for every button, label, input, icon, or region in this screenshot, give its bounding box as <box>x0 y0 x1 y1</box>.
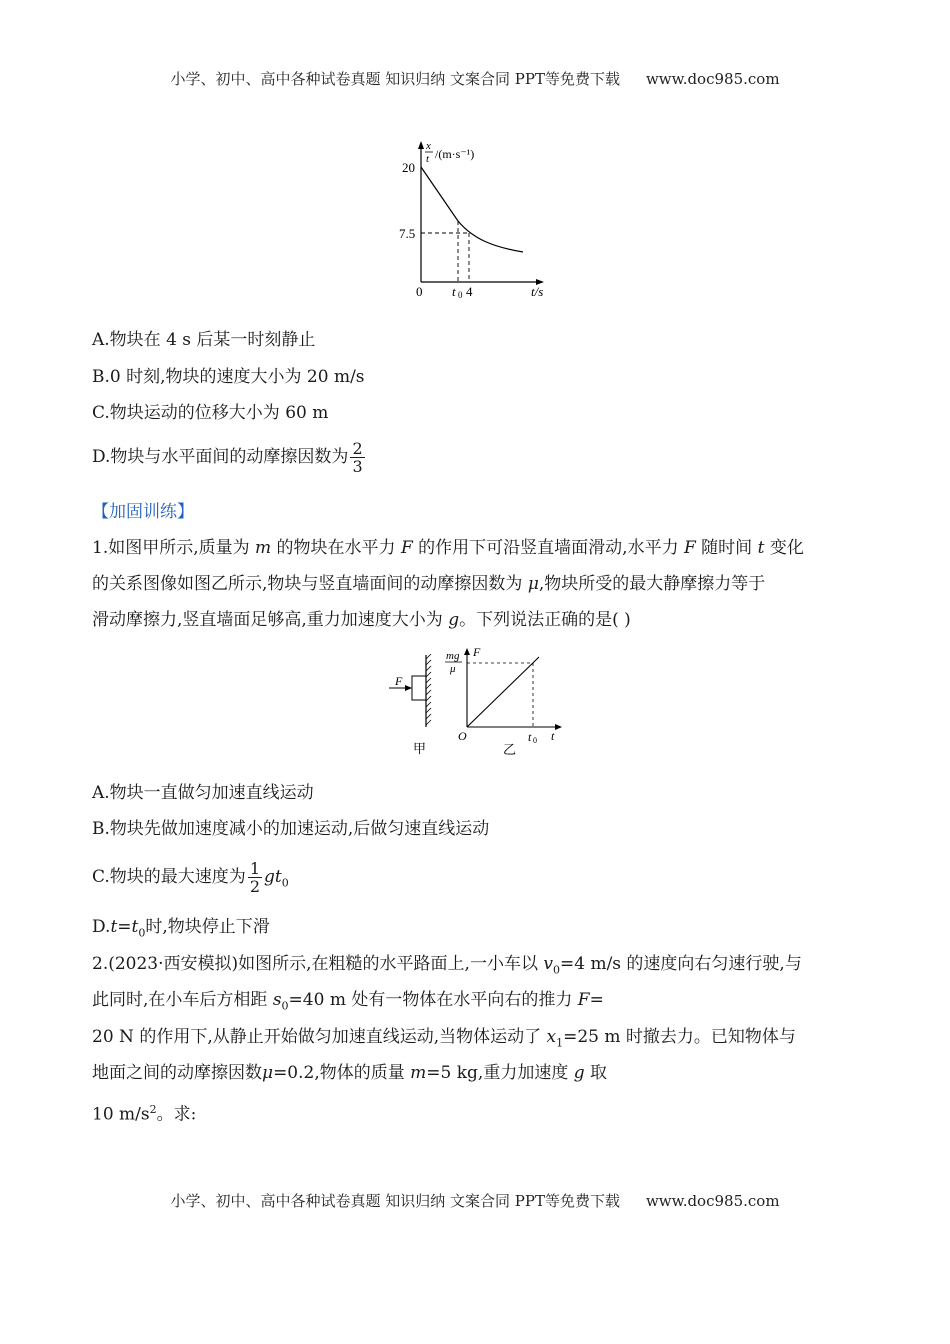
q1-l2a: 的关系图像如图乙所示,物块与竖直墙面间的动摩擦因数为 <box>92 574 528 594</box>
q1-line-3 <box>92 609 631 631</box>
fig-mu: μ <box>450 663 456 675</box>
q1-l1e: 变化 <box>764 538 804 558</box>
q2-var-x-sub: 1 <box>556 1036 564 1050</box>
q2-l5b: 。求: <box>156 1104 197 1125</box>
q2-l2c: = <box>589 990 604 1010</box>
q1-l3b: 。下列说法正确的是( ) <box>459 610 631 630</box>
x-tick-4: 4 <box>466 284 473 299</box>
q1-l1b: 的物块在水平力 <box>271 538 401 558</box>
q2-l4c: =5 kg,重力加速度 <box>426 1063 574 1083</box>
q1-option-c-gt: gt <box>264 867 282 887</box>
q2-var-s: s <box>272 990 282 1010</box>
q1-option-d-t0: t <box>131 917 139 937</box>
q1-option-d-eq: = <box>117 917 132 937</box>
fig-jia: 甲 <box>413 741 427 756</box>
fraction-denominator: 2 <box>249 877 260 896</box>
q2-l5-sup: 2 <box>149 1103 157 1116</box>
fig-t0-sub: 0 <box>533 736 537 745</box>
fig-F-axis: F <box>473 645 481 659</box>
x-tick-t0-sub: 0 <box>458 290 463 300</box>
q2-var-m: m <box>410 1063 427 1083</box>
q2-var-g: g <box>573 1063 585 1083</box>
q1-option-d-sub: 0 <box>138 926 146 940</box>
q2-l4a: 地面之间的动摩擦因数 <box>92 1063 262 1083</box>
xt-graph <box>388 135 568 300</box>
footer-text: 小学、初中、高中各种试卷真题 知识归纳 文案合同 PPT等免费下载 <box>170 1192 620 1210</box>
section-title: 【加固训练】 <box>92 502 194 522</box>
fraction-denominator: 3 <box>352 457 363 476</box>
header-text: 小学、初中、高中各种试卷真题 知识归纳 文案合同 PPT等免费下载 <box>170 70 620 88</box>
q2-l5a: 10 m/s <box>92 1104 150 1125</box>
page-header <box>0 68 950 89</box>
q1-var-F: F <box>400 538 413 558</box>
y-tick-7.5: 7.5 <box>399 226 416 241</box>
q1-option-b: B.物块先做加速度减小的加速运动,后做匀速直线运动 <box>92 819 490 839</box>
q2-line-5 <box>92 1099 196 1126</box>
q1-l2b: ,物块所受的最大静摩擦力等于 <box>538 574 766 594</box>
q2-var-x: x <box>546 1027 557 1047</box>
q1-var-g: g <box>448 610 460 630</box>
q1-var-m: m <box>255 538 272 558</box>
fraction-numerator: 2 <box>352 439 363 458</box>
x-tick-0: 0 <box>416 284 423 299</box>
q2-line-4 <box>92 1062 607 1084</box>
q2-var-v: v <box>543 954 553 974</box>
q2-l3b: =25 m 时撤去力。已知物体与 <box>563 1027 796 1047</box>
q1-var-mu: μ <box>527 574 539 594</box>
x-axis-label: t/s <box>531 284 544 299</box>
q1-option-d-t: t <box>110 917 118 937</box>
q1-l3a: 滑动摩擦力,竖直墙面足够高,重力加速度大小为 <box>92 610 449 630</box>
q1-option-d-tail: 时,物块停止下滑 <box>145 917 270 937</box>
wall-force-figure <box>385 645 565 760</box>
q1-option-a: A.物块一直做匀加速直线运动 <box>92 783 314 803</box>
page-footer <box>0 1190 950 1211</box>
q1-option-d <box>92 916 270 944</box>
q2-l3a: 20 N 的作用下,从静止开始做匀加速直线运动,当物体运动了 <box>92 1027 547 1047</box>
x-tick-t0: t <box>452 284 456 299</box>
q1-var-F2: F <box>683 538 696 558</box>
header-url[interactable]: www.doc985.com <box>645 70 780 88</box>
ylabel-num: x <box>426 140 431 152</box>
ylabel-den: t <box>426 153 430 165</box>
fig-origin: O <box>458 729 467 743</box>
q1-line-2 <box>92 573 765 595</box>
q2-l4d: 取 <box>584 1063 608 1083</box>
q1-option-d-prefix: D. <box>92 917 111 937</box>
q2-l2a: 此同时,在小车后方相距 <box>92 990 273 1010</box>
fig-t-axis: t <box>551 729 555 743</box>
q2-var-s-sub: 0 <box>281 999 289 1013</box>
q0-option-d-text: D.物块与水平面间的动摩擦因数为 <box>92 447 349 467</box>
footer-url[interactable]: www.doc985.com <box>645 1192 780 1210</box>
q2-l1a: 2.(2023·西安模拟)如图所示,在粗糙的水平路面上,一小车以 <box>92 954 544 974</box>
q2-l4b: =0.2,物体的质量 <box>273 1063 411 1083</box>
q1-option-c-sub: 0 <box>281 876 289 890</box>
q2-l1b: =4 m/s 的速度向右匀速行驶,与 <box>559 954 802 974</box>
q2-var-v-sub: 0 <box>552 963 560 977</box>
q0-option-d <box>92 440 367 475</box>
q2-line-2 <box>92 989 604 1017</box>
fraction <box>248 860 262 895</box>
fig-t0: t <box>528 730 532 744</box>
q1-option-c <box>92 860 289 895</box>
q1-option-c-text: C.物块的最大速度为 <box>92 867 246 887</box>
q2-l2b: =40 m 处有一物体在水平向右的推力 <box>288 990 578 1010</box>
q1-line-1 <box>92 537 804 559</box>
fig-mg: mg <box>446 650 460 662</box>
q0-option-a: A.物块在 4 s 后某一时刻静止 <box>92 330 316 350</box>
q1-l1a: 1.如图甲所示,质量为 <box>92 538 256 558</box>
q2-var-mu: μ <box>262 1063 274 1083</box>
y-tick-20: 20 <box>402 160 415 175</box>
q1-l1c: 的作用下可沿竖直墙面滑动,水平力 <box>412 538 684 558</box>
q0-option-b: B.0 时刻,物块的速度大小为 20 m/s <box>92 367 365 387</box>
q1-l1d: 随时间 <box>695 538 758 558</box>
ylabel-unit: /(m·s⁻¹) <box>435 147 475 161</box>
q2-var-F: F <box>577 990 590 1010</box>
q1-var-t: t <box>757 538 765 558</box>
q0-option-c: C.物块运动的位移大小为 60 m <box>92 403 329 423</box>
q2-line-3 <box>92 1026 796 1054</box>
fraction <box>350 440 364 475</box>
q2-line-1 <box>92 953 802 981</box>
fig-yi: 乙 <box>503 742 517 757</box>
fraction-numerator: 1 <box>249 859 260 878</box>
fig-F-label: F <box>395 674 403 688</box>
